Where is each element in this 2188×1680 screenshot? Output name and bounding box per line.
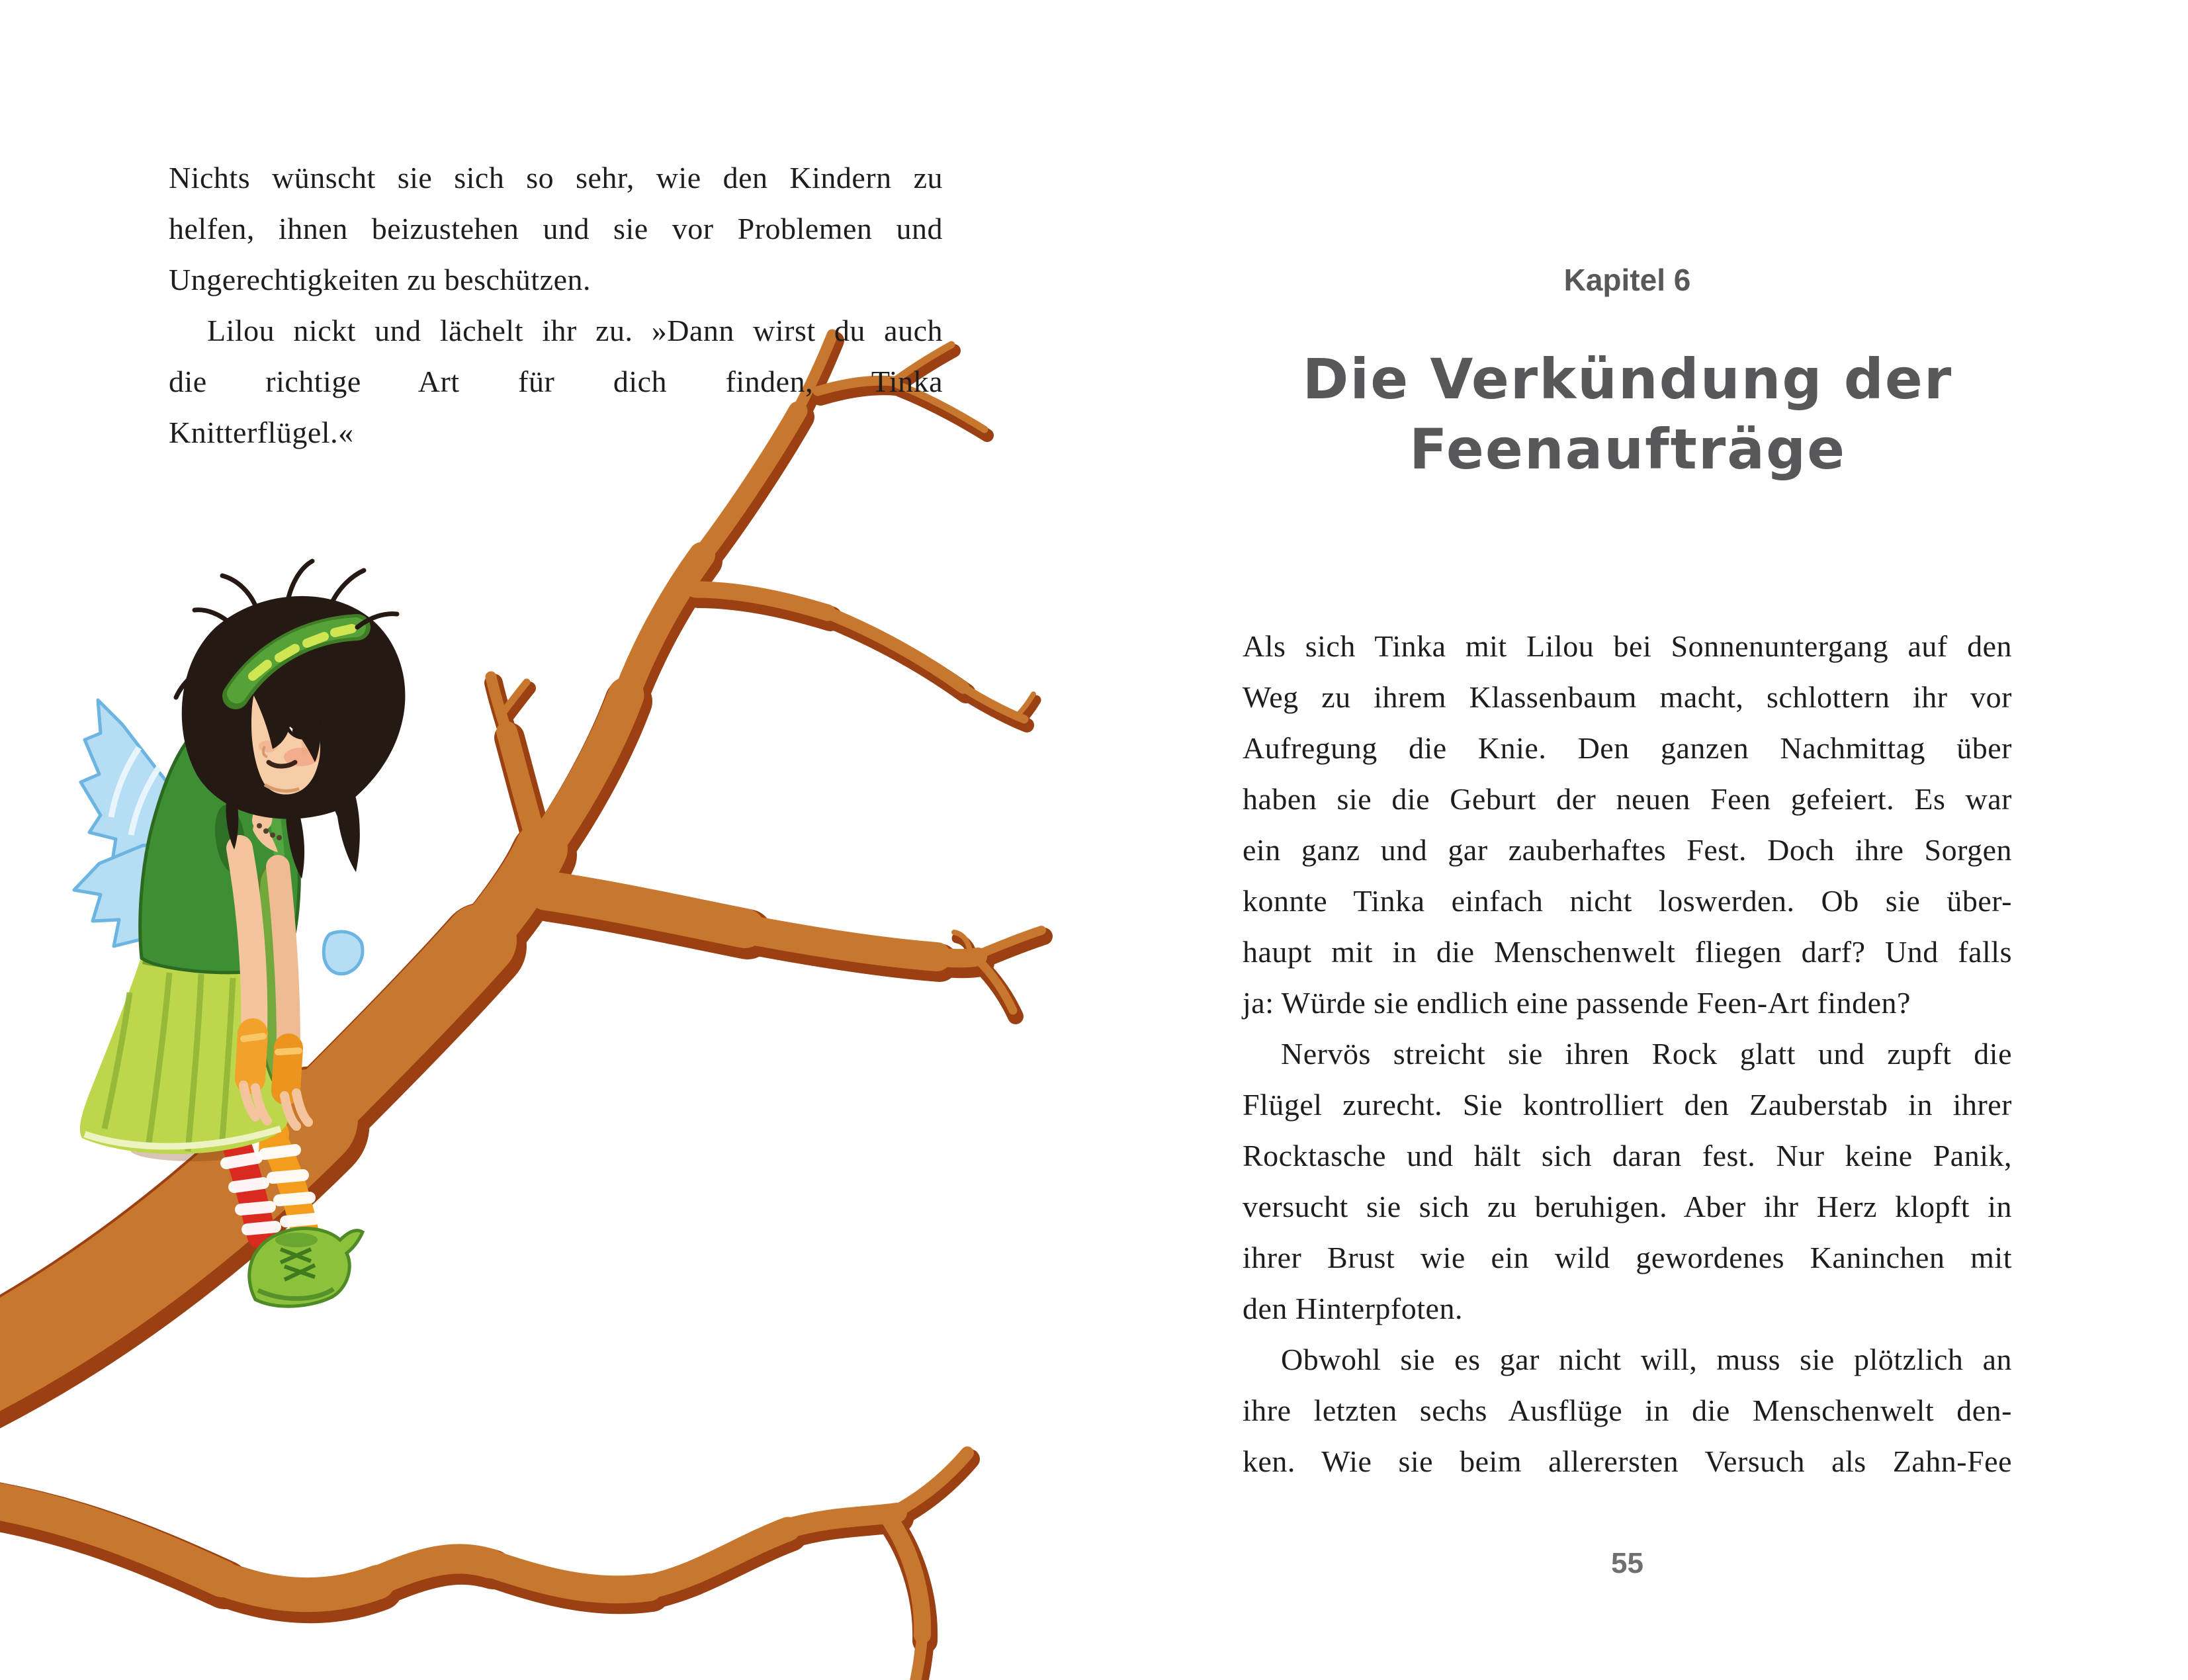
body-line: Rocktasche und hält sich daran fest. Nur keine Panik, [1243, 1139, 2012, 1172]
body-line: ihre letzten sechs Ausflüge in die Menschenwelt den- [1243, 1393, 2012, 1427]
body-line: Ungerechtigkeiten zu beschützen. [169, 263, 591, 296]
chapter-title-line1: Die Verkündung der [1302, 347, 1953, 412]
body-line: Lilou nickt und lächelt ihr zu. »Dann wirst du auch [207, 314, 943, 347]
body-line: den Hinterpfoten. [1243, 1292, 1463, 1325]
body-line: ja: Würde sie endlich eine passende Feen-Art finden? [1243, 986, 1911, 1020]
body-line: haupt mit in die Menschenwelt fliegen darf? Und falls [1243, 935, 2012, 969]
body-line: Aufregung die Knie. Den ganzen Nachmittag über [1243, 731, 2012, 765]
body-line: haben sie die Geburt der neuen Feen gefeiert. Es war [1243, 782, 2012, 816]
chapter-title-line2: Feenaufträge [1409, 417, 1847, 482]
body-line: Als sich Tinka mit Lilou bei Sonnenuntergang auf den [1243, 629, 2012, 663]
body-line: ihrer Brust wie ein wild gewordenes Kaninchen mit [1243, 1241, 2012, 1274]
body-line: Nervös streicht sie ihren Rock glatt und zupft die [1281, 1037, 2012, 1071]
body-line: ein ganz und gar zauberhaftes Fest. Doch ihre Sorgen [1243, 833, 2012, 867]
chapter-kicker: Kapitel 6 [1563, 263, 1691, 297]
left-page-text [169, 152, 943, 458]
body-line: helfen, ihnen beizustehen und sie vor Problemen und [169, 212, 943, 245]
body-line: versucht sie sich zu beruhigen. Aber ihr Herz klopft in [1243, 1190, 2012, 1223]
body-line: konnte Tinka einfach nicht loswerden. Ob sie über- [1243, 884, 2012, 918]
chapter-title [1204, 344, 2051, 484]
body-line: die richtige Art für dich finden, Tinka [169, 365, 943, 398]
body-line: Knitterflügel.« [169, 416, 354, 449]
body-line: Weg zu ihrem Klassenbaum macht, schlottern ihr vor [1243, 680, 2012, 714]
body-line: ken. Wie sie beim allerersten Versuch als Zahn-Fee [1243, 1444, 2012, 1478]
fairy-shoe [249, 1229, 363, 1307]
body-line: Obwohl sie es gar nicht will, muss sie plötzlich an [1281, 1343, 2012, 1376]
body-line: Flügel zurecht. Sie kontrolliert den Zauberstab in ihrer [1243, 1088, 2012, 1122]
right-page-text [1243, 621, 2012, 1487]
body-line: Nichts wünscht sie sich so sehr, wie den Kindern zu [169, 161, 943, 195]
page-number: 55 [1611, 1547, 1643, 1579]
